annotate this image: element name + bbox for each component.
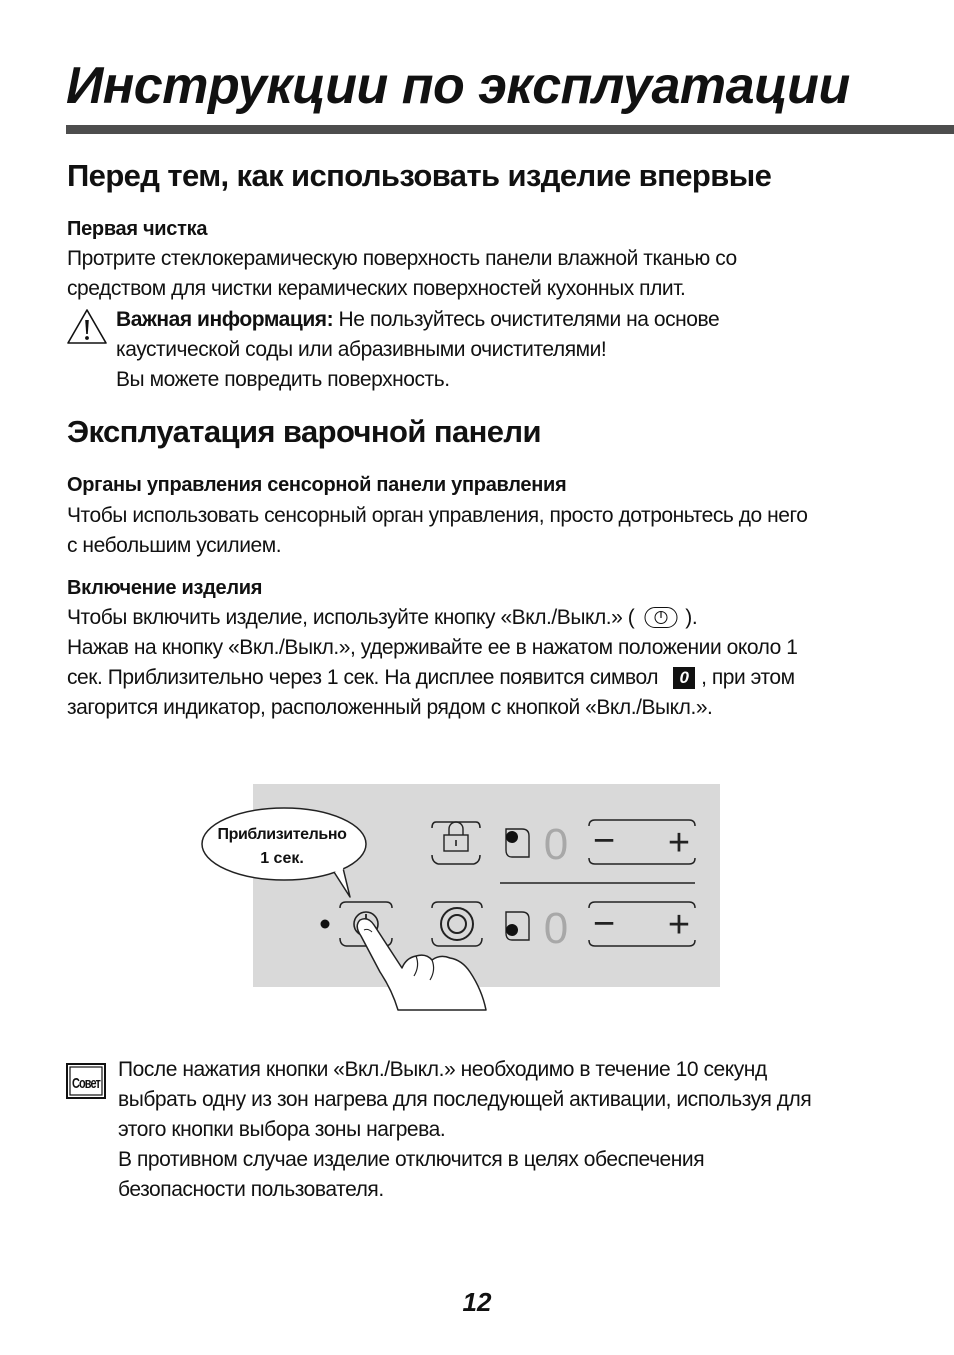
finger-illustration [357,919,486,1010]
subheading-first-cleaning: Первая чистка [67,218,208,240]
tip-line-5: безопасности пользователя. [118,1178,384,1201]
power-on-line-4: загорится индикатор, расположенный рядом с кнопкой «Вкл./Выкл.». [67,696,713,719]
zone-1-plus-button[interactable]: + [667,822,691,864]
subheading-touch-controls: Органы управления сенсорной панели управления [67,474,567,496]
zone-1-indicator [506,829,529,857]
zone-2-indicator [506,912,529,940]
page-number: 12 [462,1287,492,1317]
warning-label: Важная информация: [116,308,334,331]
tip-line-4: В противном случае изделие отключится в целях обеспечения [118,1148,705,1171]
section-heading-first-use: Перед тем, как использовать изделие впервые [67,158,772,193]
zone-2-plus-button[interactable]: + [667,904,691,946]
tip-line-3: этого кнопки выбора зоны нагрева. [118,1118,446,1141]
tip-line-2: выбрать одну из зон нагрева для последующей активации, используя для [118,1088,812,1111]
power-on-line-3-end: , при этом [701,666,795,689]
display-symbol-icon: 0 [673,667,695,689]
zone-1-minus-button[interactable]: − [592,820,616,862]
callout-line-2: 1 сек. [260,850,304,867]
section-heading-operation: Эксплуатация варочной панели [67,414,541,449]
page-title: Инструкции по эксплуатации [66,57,850,115]
controls-text-line-1: Чтобы использовать сенсорный орган управления, просто дотроньтесь до него [67,504,808,527]
warning-line-1-text: Не пользуйтесь очистителями на основе [333,308,720,331]
subheading-power-on: Включение изделия [67,577,263,599]
warning-line-3: Вы можете повредить поверхность. [116,368,450,391]
tip-line-1: После нажатия кнопки «Вкл./Выкл.» необходимо в течение 10 секунд [118,1058,767,1081]
tip-icon [66,1063,106,1099]
power-on-line-2: Нажав на кнопку «Вкл./Выкл.», удерживайте ее в нажатом положении около 1 [67,636,798,659]
zone-2-minus-button[interactable]: − [592,903,616,945]
tip-icon-label: Совет [72,1075,101,1092]
child-lock-button [432,822,480,864]
cleaning-text-line-2: средством для чистки керамических поверхностей кухонных плит. [67,277,686,300]
callout-line-1: Приблизительно [217,826,347,843]
power-indicator [321,920,330,929]
zone-select-button[interactable] [432,902,482,946]
zone-1-display-digit: 0 [543,820,569,869]
power-on-line-1-text: Чтобы включить изделие, используйте кнопку «Вкл./Выкл.» ( [67,606,635,629]
power-on-line-1-end: ). [685,606,698,629]
zone-2-display-digit: 0 [543,904,569,953]
controls-text-line-2: с небольшим усилием. [67,534,282,557]
cleaning-text-line-1: Протрите стеклокерамическую поверхность панели влажной тканью со [67,247,737,270]
power-on-line-3-text: сек. Приблизительно через 1 сек. На дисплее появится символ [67,666,659,689]
warning-line-2: каустической соды или абразивными очистителями! [116,338,607,361]
